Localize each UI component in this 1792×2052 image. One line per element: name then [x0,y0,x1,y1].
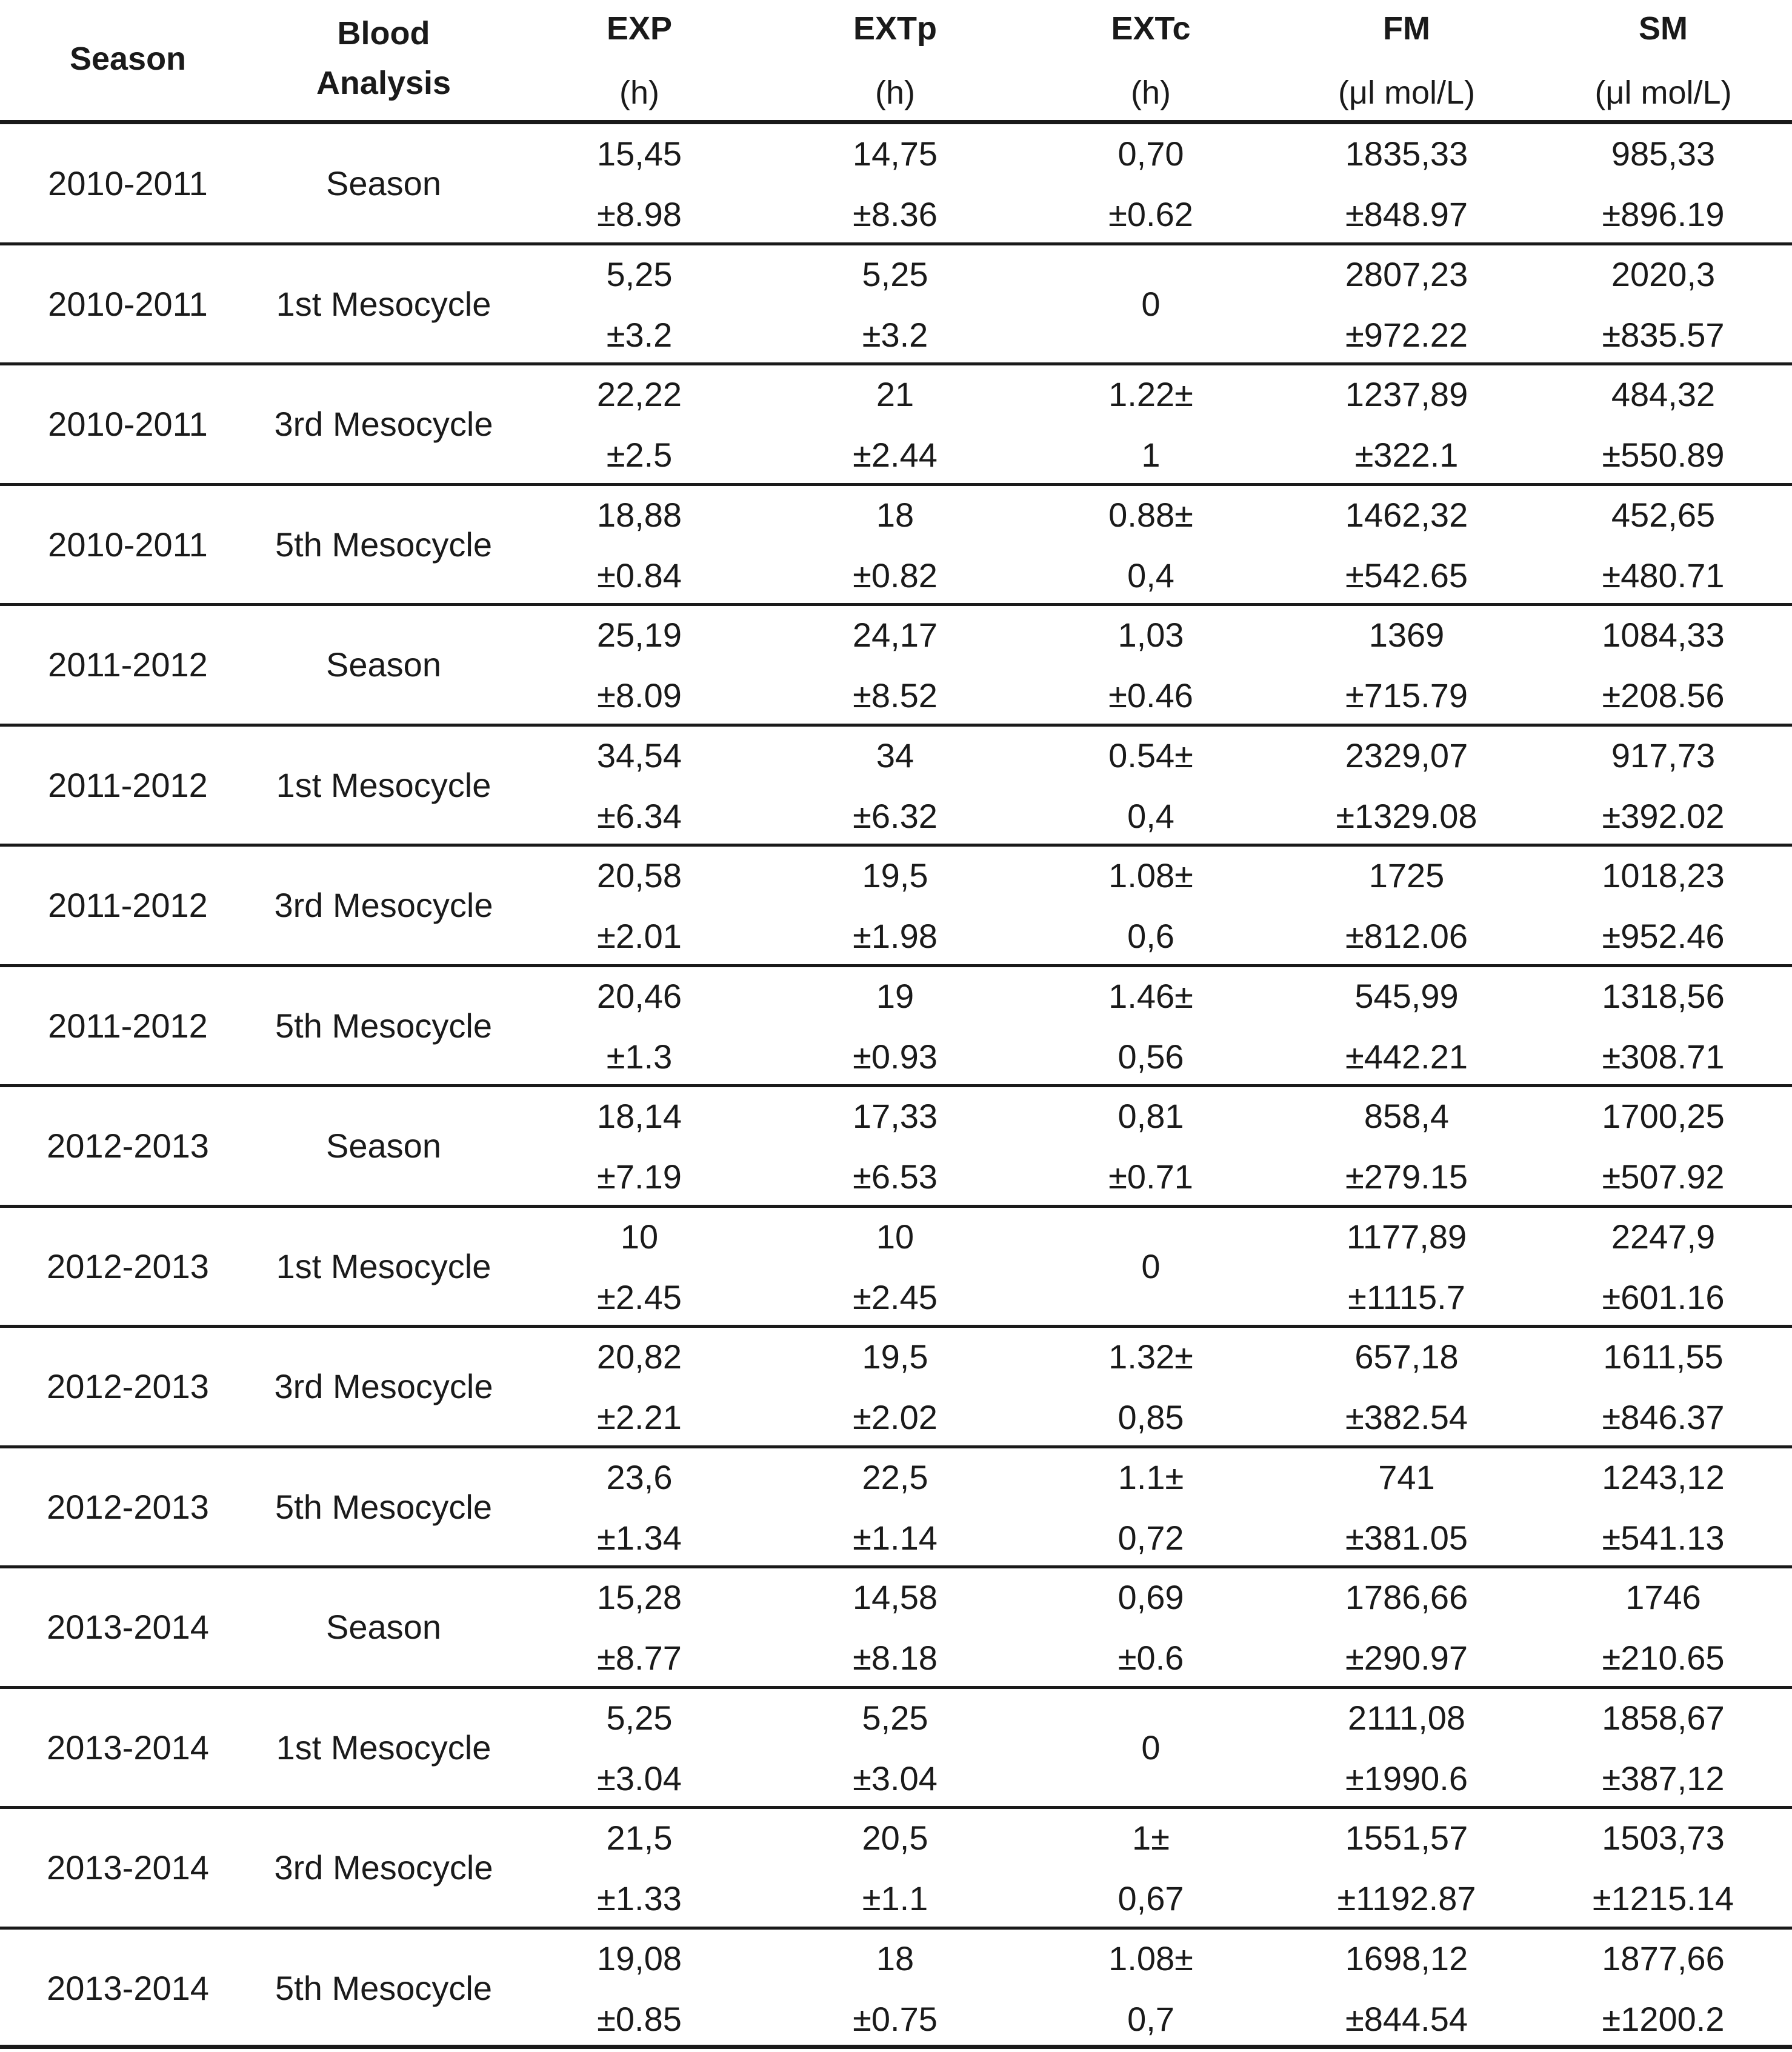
season-cell: 2013-2014 [47,1848,209,1887]
header-blood-analysis-line2: Analysis [316,65,451,101]
row-divider [0,1445,1792,1448]
row-divider [0,242,1792,245]
extp-mean-cell: 14,58 [852,1578,938,1616]
blood-analysis-cell: 1st Mesocycle [276,1728,491,1767]
sm-mean-cell: 1611,55 [1603,1337,1724,1376]
exp-mean-cell: 20,82 [596,1337,682,1376]
row-divider [0,1686,1792,1689]
extp-mean-cell: 24,17 [852,616,938,654]
fm-mean-cell: 657,18 [1354,1337,1459,1376]
exp-sd-cell: ±8.98 [597,195,682,233]
extp-sd-cell: ±3.04 [853,1759,938,1797]
extc-mean-cell: 1± [1132,1819,1170,1857]
fm-mean-cell: 1369 [1368,616,1445,654]
season-cell: 2013-2014 [47,1968,209,2007]
fm-sd-cell: ±812.06 [1345,917,1468,955]
season-cell: 2012-2013 [47,1487,209,1526]
blood-analysis-cell: 3rd Mesocycle [274,1367,493,1406]
fm-mean-cell: 545,99 [1354,976,1459,1015]
fm-mean-cell: 2329,07 [1345,736,1468,774]
extp-sd-cell: ±2.02 [853,1398,938,1436]
exp-sd-cell: ±2.01 [597,917,682,955]
extp-sd-cell: ±0.82 [853,556,938,595]
exp-mean-cell: 18,14 [596,1097,682,1135]
exp-mean-cell: 20,58 [596,856,682,894]
fm-sd-cell: ±290.97 [1345,1639,1468,1677]
extp-sd-cell: ±2.45 [853,1278,938,1316]
fm-mean-cell: 1177,89 [1346,1217,1467,1256]
extc-mean-cell: 1.22± [1108,375,1193,413]
fm-sd-cell: ±715.79 [1345,676,1468,715]
header-extc: EXTc [1111,10,1191,47]
extc-sd-cell: ±0.6 [1118,1639,1184,1677]
header-fm: FM [1383,10,1430,47]
exp-sd-cell: ±3.2 [606,315,673,354]
extc-sd-cell: 0,6 [1127,917,1174,955]
extp-mean-cell: 17,33 [852,1097,938,1135]
extp-mean-cell: 14,75 [852,135,938,173]
fm-mean-cell: 1698,12 [1345,1939,1468,1977]
extc-sd-cell: ±0.71 [1108,1158,1193,1196]
header-sm: SM [1639,10,1688,47]
extp-mean-cell: 5,25 [862,255,928,293]
exp-sd-cell: ±1.33 [597,1879,682,1917]
extc-sd-cell: 0,4 [1127,556,1174,595]
extp-sd-cell: ±6.32 [853,796,938,835]
season-cell: 2013-2014 [47,1728,209,1767]
fm-sd-cell: ±844.54 [1345,1999,1468,2038]
exp-mean-cell: 23,6 [606,1457,673,1496]
sm-sd-cell: ±952.46 [1602,917,1725,955]
fm-mean-cell: 1835,33 [1345,135,1468,173]
blood-analysis-cell: 5th Mesocycle [275,1487,492,1526]
extc-mean-cell: 0.54± [1108,736,1193,774]
extc-value-cell: 0 [1141,1728,1161,1767]
season-cell: 2011-2012 [48,886,208,925]
sm-mean-cell: 1503,73 [1602,1819,1725,1857]
fm-sd-cell: ±1115.7 [1348,1278,1465,1316]
row-divider [0,603,1792,606]
sm-mean-cell: 452,65 [1611,495,1716,534]
extc-mean-cell: 1.46± [1108,976,1193,1015]
extc-sd-cell: 0,72 [1118,1518,1184,1557]
sm-mean-cell: 1700,25 [1602,1097,1725,1135]
extp-mean-cell: 21 [876,375,914,413]
header-blood-analysis-line1: Blood [337,15,430,52]
extp-mean-cell: 19,5 [862,1337,928,1376]
exp-mean-cell: 34,54 [596,736,682,774]
extp-sd-cell: ±8.18 [853,1639,938,1677]
exp-sd-cell: ±2.21 [597,1398,682,1436]
extp-mean-cell: 18 [876,1939,914,1977]
row-divider [0,2045,1792,2049]
fm-mean-cell: 1237,89 [1345,375,1468,413]
sm-sd-cell: ±1200.2 [1602,1999,1725,2038]
exp-mean-cell: 5,25 [606,255,673,293]
fm-sd-cell: ±972.22 [1345,315,1468,354]
extp-mean-cell: 34 [876,736,914,774]
extp-mean-cell: 18 [876,495,914,534]
fm-sd-cell: ±848.97 [1345,195,1468,233]
exp-mean-cell: 19,08 [596,1939,682,1977]
row-divider [0,483,1792,486]
sm-mean-cell: 985,33 [1611,135,1716,173]
exp-mean-cell: 15,28 [596,1578,682,1616]
sm-sd-cell: ±480.71 [1602,556,1725,595]
fm-mean-cell: 1551,57 [1345,1819,1468,1857]
blood-analysis-cell: Season [326,645,441,684]
header-divider [0,120,1792,124]
extc-value-cell: 0 [1141,1247,1161,1285]
sm-mean-cell: 2020,3 [1611,255,1716,293]
sm-mean-cell: 1877,66 [1602,1939,1725,1977]
extc-mean-cell: 0,70 [1118,135,1184,173]
header-extp: EXTp [853,10,937,47]
row-divider [0,362,1792,365]
extp-mean-cell: 10 [876,1217,914,1256]
extp-sd-cell: ±3.2 [862,315,928,354]
sm-sd-cell: ±507.92 [1602,1158,1725,1196]
fm-sd-cell: ±322.1 [1354,436,1459,474]
extp-mean-cell: 19 [876,976,914,1015]
exp-sd-cell: ±2.5 [606,436,673,474]
blood-analysis-cell: 1st Mesocycle [276,1247,491,1285]
row-divider [0,1205,1792,1208]
fm-sd-cell: ±442.21 [1345,1037,1468,1076]
blood-analysis-cell: 5th Mesocycle [275,1006,492,1045]
exp-mean-cell: 10 [620,1217,659,1256]
exp-sd-cell: ±0.85 [597,1999,682,2038]
sm-sd-cell: ±308.71 [1602,1037,1725,1076]
sm-mean-cell: 917,73 [1611,736,1716,774]
exp-mean-cell: 18,88 [596,495,682,534]
season-cell: 2011-2012 [48,1006,208,1045]
exp-sd-cell: ±8.77 [597,1639,682,1677]
season-cell: 2012-2013 [47,1367,209,1406]
extp-sd-cell: ±0.93 [853,1037,938,1076]
sm-mean-cell: 484,32 [1611,375,1716,413]
blood-analysis-cell: 5th Mesocycle [275,1968,492,2007]
header-extc-unit: (h) [1131,75,1171,111]
sm-mean-cell: 1018,23 [1602,856,1725,894]
row-divider [0,1084,1792,1087]
extp-sd-cell: ±8.52 [853,676,938,715]
extp-mean-cell: 19,5 [862,856,928,894]
extc-sd-cell: ±0.62 [1108,195,1193,233]
extc-sd-cell: 0,56 [1118,1037,1184,1076]
sm-sd-cell: ±392.02 [1602,796,1725,835]
extc-sd-cell: 0,4 [1127,796,1174,835]
header-fm-unit: (μl mol/L) [1337,75,1476,111]
sm-sd-cell: ±541.13 [1602,1518,1725,1557]
extp-mean-cell: 5,25 [862,1698,928,1737]
extc-sd-cell: 1 [1141,436,1161,474]
fm-sd-cell: ±542.65 [1345,556,1468,595]
exp-sd-cell: ±6.34 [597,796,682,835]
row-divider [0,724,1792,727]
season-cell: 2012-2013 [47,1247,209,1285]
extp-sd-cell: ±8.36 [853,195,938,233]
header-extp-unit: (h) [875,75,915,111]
blood-analysis-cell: Season [326,1127,441,1165]
blood-analysis-cell: 1st Mesocycle [276,284,491,323]
extc-mean-cell: 1.32± [1108,1337,1193,1376]
extc-sd-cell: 0,85 [1118,1398,1184,1436]
header-sm-unit: (μl mol/L) [1594,75,1732,111]
extc-mean-cell: 0.88± [1108,495,1193,534]
extc-mean-cell: 1.08± [1108,1939,1193,1977]
header-exp-unit: (h) [619,75,659,111]
extc-value-cell: 0 [1141,284,1161,323]
sm-sd-cell: ±896.19 [1602,195,1725,233]
row-divider [0,964,1792,967]
season-cell: 2011-2012 [48,645,208,684]
sm-sd-cell: ±835.57 [1602,315,1725,354]
fm-mean-cell: 858,4 [1364,1097,1450,1135]
sm-mean-cell: 1243,12 [1602,1457,1725,1496]
row-divider [0,1927,1792,1930]
header-season: Season [69,41,187,77]
fm-mean-cell: 1786,66 [1345,1578,1468,1616]
season-cell: 2013-2014 [47,1608,209,1647]
fm-sd-cell: ±381.05 [1345,1518,1468,1557]
sm-mean-cell: 1318,56 [1602,976,1725,1015]
sm-sd-cell: ±601.16 [1602,1278,1725,1316]
season-cell: 2010-2011 [48,405,208,444]
extp-sd-cell: ±1.98 [853,917,938,955]
row-divider [0,1325,1792,1328]
extc-mean-cell: 0,81 [1118,1097,1184,1135]
fm-mean-cell: 2111,08 [1347,1698,1466,1737]
extc-mean-cell: 1.08± [1108,856,1193,894]
exp-mean-cell: 22,22 [596,375,682,413]
sm-sd-cell: ±550.89 [1602,436,1725,474]
blood-analysis-cell: 1st Mesocycle [276,765,491,804]
blood-analysis-cell: 3rd Mesocycle [274,1848,493,1887]
row-divider [0,1806,1792,1809]
fm-mean-cell: 2807,23 [1345,255,1468,293]
fm-mean-cell: 741 [1378,1457,1435,1496]
extp-sd-cell: ±0.75 [853,1999,938,2038]
exp-mean-cell: 21,5 [606,1819,673,1857]
sm-mean-cell: 2247,9 [1611,1217,1716,1256]
extp-sd-cell: ±1.14 [853,1518,938,1557]
header-exp: EXP [606,10,673,47]
fm-sd-cell: ±382.54 [1345,1398,1468,1436]
exp-sd-cell: ±8.09 [597,676,682,715]
season-cell: 2012-2013 [47,1127,209,1165]
extp-mean-cell: 22,5 [862,1457,928,1496]
row-divider [0,1565,1792,1568]
exp-sd-cell: ±1.3 [606,1037,673,1076]
fm-mean-cell: 1462,32 [1345,495,1468,534]
extc-sd-cell: 0,7 [1127,1999,1174,2038]
blood-analysis-cell: 3rd Mesocycle [274,405,493,444]
season-cell: 2010-2011 [48,525,208,564]
extc-mean-cell: 1,03 [1118,616,1184,654]
sm-sd-cell: ±387,12 [1602,1759,1725,1797]
fm-sd-cell: ±1990.6 [1345,1759,1468,1797]
sm-mean-cell: 1746 [1625,1578,1701,1616]
blood-analysis-cell: 5th Mesocycle [275,525,492,564]
extp-mean-cell: 20,5 [862,1819,928,1857]
exp-sd-cell: ±2.45 [597,1278,682,1316]
extc-mean-cell: 0,69 [1118,1578,1184,1616]
exp-mean-cell: 20,46 [596,976,682,1015]
blood-analysis-cell: 3rd Mesocycle [274,886,493,925]
exp-mean-cell: 25,19 [596,616,682,654]
season-cell: 2011-2012 [48,765,208,804]
fm-sd-cell: ±1192.87 [1337,1879,1476,1917]
fm-sd-cell: ±279.15 [1345,1158,1468,1196]
sm-sd-cell: ±210.65 [1602,1639,1725,1677]
sm-sd-cell: ±208.56 [1602,676,1725,715]
extc-sd-cell: 0,67 [1118,1879,1184,1917]
exp-sd-cell: ±3.04 [597,1759,682,1797]
sm-sd-cell: ±846.37 [1602,1398,1725,1436]
sm-mean-cell: 1858,67 [1602,1698,1725,1737]
blood-analysis-cell: Season [326,164,441,203]
extc-mean-cell: 1.1± [1118,1457,1184,1496]
season-cell: 2010-2011 [48,284,208,323]
extc-sd-cell: ±0.46 [1108,676,1193,715]
extp-sd-cell: ±1.1 [862,1879,928,1917]
fm-sd-cell: ±1329.08 [1336,796,1477,835]
extp-sd-cell: ±6.53 [853,1158,938,1196]
exp-sd-cell: ±7.19 [597,1158,682,1196]
extp-sd-cell: ±2.44 [853,436,938,474]
row-divider [0,844,1792,847]
season-cell: 2010-2011 [48,164,208,203]
exp-sd-cell: ±1.34 [597,1518,682,1557]
sm-mean-cell: 1084,33 [1602,616,1725,654]
blood-analysis-cell: Season [326,1608,441,1647]
exp-mean-cell: 15,45 [596,135,682,173]
exp-sd-cell: ±0.84 [597,556,682,595]
fm-mean-cell: 1725 [1368,856,1445,894]
sm-sd-cell: ±1215.14 [1592,1879,1734,1917]
exp-mean-cell: 5,25 [606,1698,673,1737]
